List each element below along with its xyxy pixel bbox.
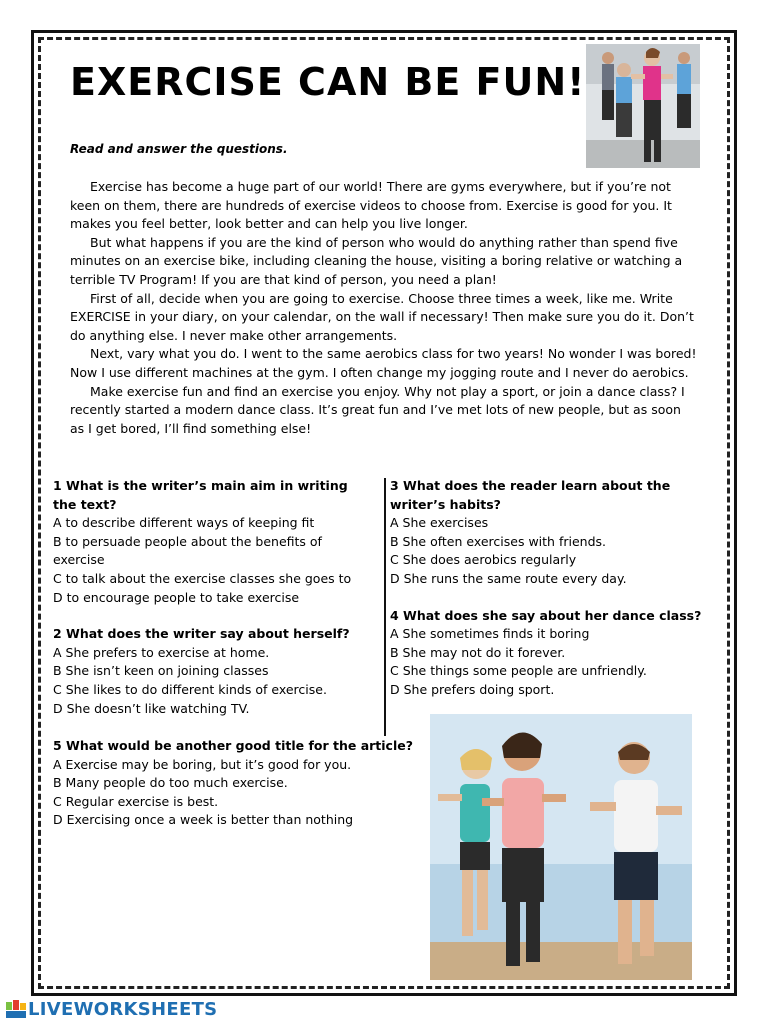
questions-right-column (390, 477, 708, 718)
question-text: 5 What would be another good title for the article? (53, 738, 413, 753)
answer-option[interactable]: D to encourage people to take exercise (53, 589, 300, 605)
column-divider (384, 478, 386, 736)
question-text: 1 What is the writer’s main aim in writing the text? (53, 478, 348, 512)
question-text: 2 What does the writer say about herself? (53, 626, 350, 642)
answer-option[interactable]: D She runs the same route every day. (390, 570, 627, 586)
questions-bottom-column (53, 737, 423, 848)
instruction-text: Read and answer the questions. (70, 142, 288, 156)
answer-option[interactable]: A She exercises (390, 515, 489, 531)
article-paragraph: Exercise has become a huge part of our world! There are gyms everywhere, but if you’re not keen on them, there are hundreds of exercise videos to choose from. Exercise is good for you. It makes you feel better, look better and can help you live longer. (70, 179, 672, 232)
questions-left-column (53, 477, 375, 736)
answer-option[interactable]: B She isn’t keen on joining classes (53, 663, 269, 679)
aerobics-class-photo (586, 44, 700, 168)
question-block-4 (390, 607, 708, 700)
answer-option[interactable]: D She prefers doing sport. (390, 681, 555, 697)
answer-option[interactable]: A Exercise may be boring, but it’s good for you. (53, 756, 352, 772)
answer-option[interactable]: C She things some people are unfriendly. (390, 663, 647, 679)
worksheet-title: EXERCISE CAN BE FUN! (70, 60, 586, 104)
answer-option[interactable]: B She often exercises with friends. (390, 533, 606, 549)
answer-option[interactable]: A to describe different ways of keeping fit (53, 515, 315, 531)
answer-option[interactable]: D Exercising once a week is better than nothing (53, 812, 354, 828)
footer-brand-text: LIVEWORKSHEETS (28, 999, 218, 1020)
answer-option[interactable]: B to persuade people about the benefits of exercise (53, 533, 322, 568)
question-block-2 (53, 625, 375, 718)
answer-option[interactable]: C She does aerobics regularly (390, 552, 577, 568)
question-text: 4 What does she say about her dance class? (390, 607, 702, 623)
answer-option[interactable]: A She sometimes finds it boring (390, 626, 590, 642)
answer-option[interactable]: B She may not do it forever. (390, 644, 566, 660)
runners-on-beach-photo (430, 714, 692, 980)
article-paragraph: But what happens if you are the kind of person who would do anything rather than spend five minutes on an exercise bike, including cleaning the house, visiting a boring relative or watching a terrible TV Program! If you are that kind of person, you need a plan! (70, 234, 683, 287)
answer-option[interactable]: C to talk about the exercise classes she goes to (53, 570, 352, 586)
article-paragraph: Make exercise fun and find an exercise you enjoy. Why not play a sport, or join a dance class? I recently started a modern dance class. It’s great fun and I’ve met lots of new people, but as soon as I get bored, I’ll find something else! (70, 383, 685, 436)
article-paragraph: First of all, decide when you are going to exercise. Choose three times a week, like me. Write EXERCISE in your diary, on your calendar, on the wall if necessary! Then make sure you do it. Don’t do anything else. I never make other arrangements. (70, 290, 694, 343)
answer-option[interactable]: A She prefers to exercise at home. (53, 644, 270, 660)
answer-option[interactable]: C Regular exercise is best. (53, 793, 219, 809)
answer-option[interactable]: D She doesn’t like watching TV. (53, 700, 250, 716)
question-block-3 (390, 477, 708, 589)
article-paragraph: Next, vary what you do. I went to the same aerobics class for two years! No wonder I was bored! Now I use different machines at the gym. I often change my jogging route and I never do aerobics. (70, 346, 697, 380)
liveworksheets-logo-icon (6, 1000, 28, 1020)
article-body (70, 178, 698, 438)
footer-brand (6, 999, 217, 1020)
question-block-1 (53, 477, 375, 607)
question-text: 3 What does the reader learn about the writer’s habits? (390, 478, 671, 512)
answer-option[interactable]: C She likes to do different kinds of exercise. (53, 681, 327, 697)
answer-option[interactable]: B Many people do too much exercise. (53, 775, 288, 791)
question-block-5 (53, 737, 423, 830)
